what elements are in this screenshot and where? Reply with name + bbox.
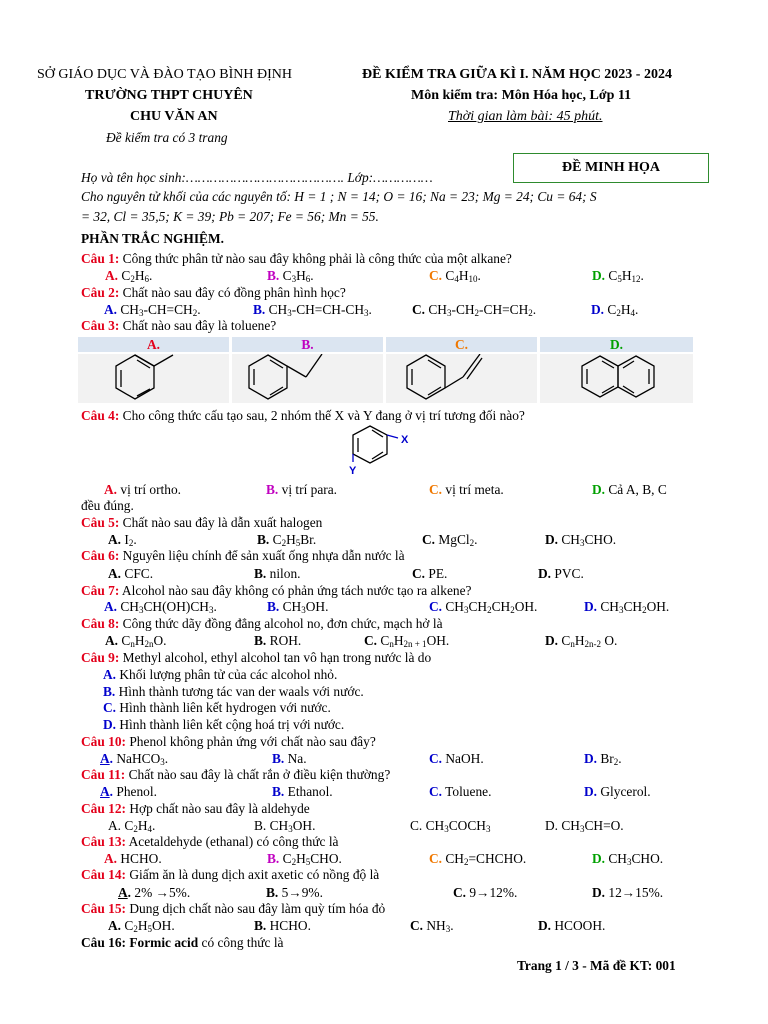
q13-option-a[interactable]: A. HCHO. [104,851,162,866]
q5-text: Chất nào sau đây là dẫn xuất halogen [119,515,323,530]
q15-d-text: HCOOH. [554,918,606,933]
q11-option-d[interactable]: D. Glycerol. [584,784,651,799]
q13-option-d[interactable]: D. $CH_3CHO$. [592,851,664,867]
q4-b-text: vị trí para. [278,482,338,497]
q9-a-text: Khối lượng phân tử của các alcohol nhỏ. [119,667,338,682]
sample-exam-badge: ĐỀ MINH HỌA [513,153,709,183]
school-name: TRƯỜNG THPT CHUYÊN [85,88,253,103]
q14-option-c[interactable]: C. 9→12%. [453,885,518,900]
q7-option-d[interactable]: D. $CH_3CH_2OH$. [584,599,670,615]
question-2 [81,285,346,301]
question-14 [81,867,379,883]
q10-text: Phenol không phản ứng với chất nào sau đây? [126,734,376,749]
q4-d-text: Cả A, B, C [605,482,667,497]
q3-cell-b[interactable] [232,337,383,403]
q7-option-c[interactable]: C. $CH_3CH_2CH_2OH$. [429,599,538,615]
question-10 [81,734,376,750]
q2-option-a[interactable]: A. $CH_3-CH=CH_2$. [104,302,201,318]
toluene-structure [78,354,229,403]
q10-option-d[interactable]: D. $Br_2$. [584,751,622,767]
q4-option-c[interactable] [429,482,504,498]
q12-option-a[interactable]: A. $C_2H_4$. [108,818,156,834]
q10-option-a[interactable]: A. NaHCO$_3$. [100,751,169,767]
q1-option-d[interactable]: D. $C_5H_{12}$. [592,268,644,284]
q15-b-text: HCHO. [269,918,311,933]
q14-option-d[interactable]: D. 12→15%. [592,885,664,900]
question-4 [81,408,525,424]
styrene-structure [386,354,537,403]
q6-c-text: PE. [428,566,448,581]
q6-a-text: CFC. [124,566,154,581]
q5-option-c[interactable]: C. MgCl$_2$. [422,532,478,548]
q9-text: Methyl alcohol, ethyl alcohol tan vô hạn trong nước là do [119,650,432,665]
q4-c-text: vị trí meta. [442,482,504,497]
q12-text: Hợp chất nào sau đây là aldehyde [126,801,310,816]
q6-option-a[interactable]: A. CFC. [108,566,154,581]
q1-option-b[interactable]: B. $C_3H_6$. [267,268,314,284]
question-12 [81,801,310,817]
student-info-line: Họ và tên học sinh:…………………………………. Lớp:…………… [81,170,433,185]
q10-head: Câu 10: [81,734,127,749]
question-6 [81,548,405,564]
q13-option-b[interactable]: B. $C_2H_5CHO$. [267,851,342,867]
q3-head: Câu 3: [81,318,120,333]
section-title: PHẦN TRẮC NGHIỆM. [81,231,224,246]
q11-b-text: Ethanol. [287,784,333,799]
q13-text: Acetaldehyde (ethanal) có công thức là [126,834,339,849]
q3-text: Chất nào sau đây là toluene? [119,318,277,333]
q14-d-text: 12→15%. [608,885,664,900]
q10-option-b[interactable]: B. Na. [272,751,307,766]
q14-text: Giấm ăn là dung dịch axit axetic có nồng độ là [126,867,380,882]
q4-b-label: B. [266,482,279,497]
q6-option-d[interactable]: D. PVC. [538,566,584,581]
q1-option-c[interactable]: C. $C_4H_{10}$. [429,268,481,284]
q3-cell-c[interactable] [386,337,537,403]
q13-a-text: HCHO. [120,851,162,866]
q3-cell-d[interactable] [540,337,693,403]
q11-d-text: Glycerol. [600,784,651,799]
q4-option-d-cont: đều đúng. [81,498,134,513]
q11-option-c[interactable]: C. Toluene. [429,784,492,799]
q6-option-c[interactable]: C. PE. [412,566,448,581]
q2-text: Chất nào sau đây có đồng phân hình học? [119,285,346,300]
q9-d-text: Hình thành liên kết cộng hoá trị với nước. [119,717,345,732]
q11-option-b[interactable]: B. Ethanol. [272,784,333,799]
q3-label-b: B. [232,337,383,352]
atomic-masses-2: = 32, Cl = 35,5; K = 39; Pb = 207; Fe = 56; Mn = 55. [81,209,379,224]
q7-option-a[interactable]: A. $CH_3CH(OH)CH_3$. [104,599,217,615]
q6-text: Nguyên liệu chính để sản xuất ống nhựa dẫn nước là [119,548,405,563]
q1-text: Công thức phân tử nào sau đây không phải là công thức của một alkane? [119,251,512,266]
q12-option-d[interactable]: D. $CH_3CH=O$. [545,818,624,834]
q2-head: Câu 2: [81,285,120,300]
q4-label-x: X [401,434,409,446]
q4-structure [340,424,420,476]
q4-label-y: Y [349,465,357,476]
q14-head: Câu 14: [81,867,127,882]
q8-text: Công thức dãy đồng đẳng alcohol no, đơn chức, mạch hở là [119,616,443,631]
q4-option-b[interactable] [266,482,337,498]
q4-d-label: D. [592,482,606,497]
q4-head: Câu 4: [81,408,120,423]
q6-d-text: PVC. [554,566,584,581]
q8-option-a[interactable]: A. $C_nH_{2n}O$. [105,633,167,649]
question-8 [81,616,443,632]
q14-option-a[interactable]: A. 2% →5%. [118,885,191,900]
q8-b-text: ROH. [269,633,302,648]
q11-c-text: Toluene. [445,784,492,799]
q11-head: Câu 11: [81,767,126,782]
q4-c-label: C. [429,482,443,497]
ethylbenzene-structure [232,354,383,403]
question-9 [81,650,431,666]
q5-option-d[interactable]: D. $CH_3CHO$. [545,532,617,548]
page-footer: Trang 1 / 3 - Mã đề KT: 001 [517,958,676,973]
naphthalene-structure [540,354,693,403]
q10-b-text: Na. [287,751,307,766]
question-5 [81,515,322,531]
q11-a-text: Phenol. [116,784,157,799]
q9-option-c[interactable]: C. Hình thành liên kết hydrogen với nước. [103,700,331,715]
q8-option-c[interactable]: C. $C_nH_{2n + 1}OH$. [364,633,450,649]
q5-option-b[interactable]: B. $C_2H_5Br$. [257,532,317,548]
q15-text: Dung dịch chất nào sau đây làm quỳ tím hóa đỏ [126,901,386,916]
q3-label-c: C. [386,337,537,352]
q6-b-text: nilon. [269,566,301,581]
q10-option-c[interactable]: C. NaOH. [429,751,484,766]
q3-label-d: D. [540,337,693,352]
q14-option-b[interactable]: B. 5→9%. [266,885,323,900]
q4-option-d[interactable] [592,482,667,498]
q15-head: Câu 15: [81,901,127,916]
q14-b-text: 5→9%. [281,885,323,900]
q8-head: Câu 8: [81,616,120,631]
q15-option-a[interactable]: A. $C_2H_5OH$. [108,918,175,934]
q4-a-text: vị trí ortho. [117,482,182,497]
q4-text: Cho công thức cấu tạo sau, 2 nhóm thế X và Y đang ở vị trí tương đối nào? [119,408,525,423]
atomic-masses-1: Cho nguyên tử khối của các nguyên tố: H = 1 ; N = 14; O = 16; Na = 23; Mg = 24; Cu = 64; S [81,189,597,204]
q2-option-c[interactable]: C. $CH_3-CH_2-CH=CH_2$. [412,302,537,318]
q14-a-text: 2% →5%. [134,885,191,900]
q3-label-a: A. [78,337,229,352]
q15-option-c[interactable]: C. $NH_3$. [410,918,454,934]
page-count-note: Đề kiểm tra có 3 trang [106,130,228,145]
q2-option-b[interactable]: B. $CH_3-CH=CH-CH_3$. [253,302,372,318]
q15-option-b[interactable]: B. HCHO. [254,918,311,933]
q8-option-b[interactable]: B. ROH. [254,633,302,648]
q3-structure-table [78,337,693,403]
q4-option-a[interactable] [104,482,181,498]
q13-head: Câu 13: [81,834,127,849]
q16-bold: Formic acid [126,935,199,950]
q12-head: Câu 12: [81,801,127,816]
q11-text: Chất nào sau đây là chất rắn ở điều kiện thường? [125,767,391,782]
question-11 [81,767,390,783]
q12-option-b[interactable]: B. $CH_3OH$. [254,818,316,834]
q6-head: Câu 6: [81,548,120,563]
q12-option-c[interactable]: C. $CH_3COCH_3$ [410,818,491,834]
q3-cell-a[interactable] [78,337,229,403]
q9-b-text: Hình thành tương tác van der waals với nước. [118,684,364,699]
question-7 [81,583,472,599]
q7-option-b[interactable]: B. $CH_3OH$. [267,599,329,615]
exam-subject: Môn kiểm tra: Môn Hóa học, Lớp 11 [411,88,632,103]
question-1 [81,251,512,267]
question-16 [81,935,284,951]
q16-head: Câu 16: [81,935,127,950]
q7-head: Câu 7: [81,583,120,598]
q16-text: có công thức là [198,935,284,950]
school-name-2: CHU VĂN AN [130,109,218,124]
q9-option-b[interactable]: B. Hình thành tương tác van der waals với nước. [103,684,364,699]
q5-head: Câu 5: [81,515,120,530]
q8-option-d[interactable]: D. $C_nH_{2n-2}$ O. [545,633,618,649]
q1-head: Câu 1: [81,251,120,266]
q9-option-d[interactable]: D. Hình thành liên kết cộng hoá trị với nước. [103,717,345,732]
exam-duration: Thời gian làm bài: 45 phút. [448,109,603,124]
exam-title: ĐỀ KIỂM TRA GIỮA KÌ I. NĂM HỌC 2023 - 2024 [362,67,672,82]
q15-option-d[interactable]: D. HCOOH. [538,918,606,933]
q4-a-label: A. [104,482,118,497]
q11-option-a[interactable]: A. Phenol. [100,784,157,799]
q9-head: Câu 9: [81,650,120,665]
q6-option-b[interactable]: B. nilon. [254,566,301,581]
q7-text: Alcohol nào sau đây không có phản ứng tách nước tạo ra alkene? [119,583,472,598]
question-13 [81,834,339,850]
q2-option-d[interactable]: D. $C_2H_4$. [591,302,639,318]
question-3 [81,318,276,334]
q1-option-a[interactable]: A. $C_2H_6$. [105,268,153,284]
dept-name: SỞ GIÁO DỤC VÀ ĐÀO TẠO BÌNH ĐỊNH [37,67,292,82]
q9-c-text: Hình thành liên kết hydrogen với nước. [119,700,331,715]
q14-c-text: 9→12%. [469,885,518,900]
q5-option-a[interactable]: A. $I_2$. [108,532,137,548]
q9-option-a[interactable]: A. Khối lượng phân tử của các alcohol nhỏ. [103,667,338,682]
question-15 [81,901,385,917]
q13-option-c[interactable]: C. $CH_2=CHCHO$. [429,851,527,867]
